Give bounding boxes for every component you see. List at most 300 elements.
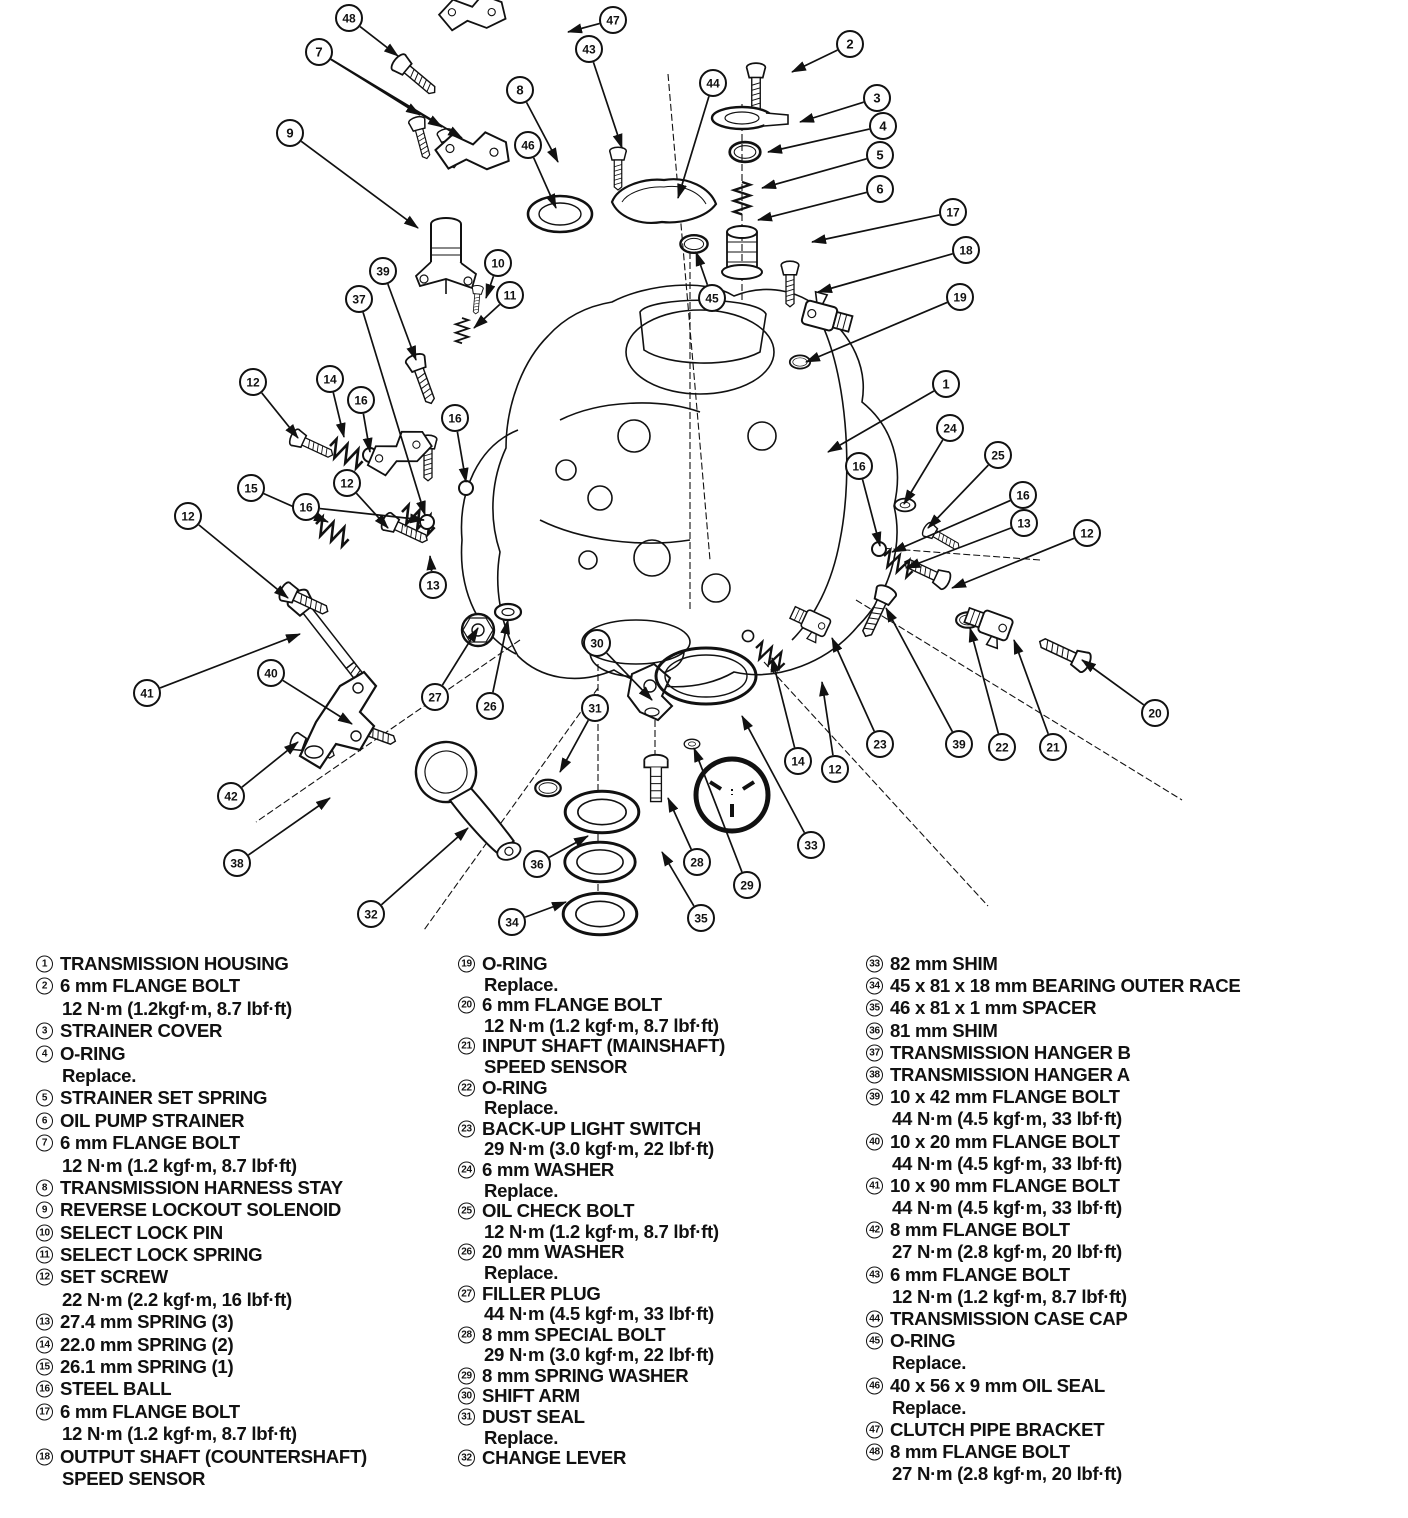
oring-part-icon — [730, 142, 761, 162]
parts-list-column-1 — [36, 953, 367, 1490]
part-name: O-RING — [890, 1330, 956, 1352]
part-name: TRANSMISSION HANGER A — [890, 1063, 1130, 1085]
callout-number: 16 — [354, 393, 368, 408]
part-number-badge: 12 — [36, 1269, 53, 1286]
callout-number: 11 — [503, 288, 517, 303]
callout-44 — [678, 70, 726, 198]
callout-number: 39 — [952, 737, 966, 752]
callout-number: 47 — [606, 13, 620, 28]
callout-18 — [818, 237, 979, 292]
part-list-item-20 — [458, 994, 725, 1015]
part-list-item-1 — [36, 953, 367, 975]
part-name: 6 mm FLANGE BOLT — [60, 1400, 240, 1422]
part-name: 22.0 mm SPRING (2) — [60, 1333, 234, 1355]
callout-number: 14 — [791, 754, 805, 769]
part-number-badge: 39 — [866, 1089, 883, 1106]
assembly-axis-line — [256, 640, 520, 822]
leader-line — [442, 628, 478, 685]
part-list-item-28 — [458, 1324, 725, 1345]
leader-line — [758, 192, 866, 220]
callout-39 — [370, 258, 416, 360]
callout-16 — [442, 405, 468, 482]
leader-line — [800, 102, 864, 122]
part-list-item-36 — [866, 1020, 1240, 1042]
leader-line — [360, 27, 398, 56]
part-name: STRAINER COVER — [60, 1020, 223, 1042]
plug-part-icon — [462, 614, 494, 646]
part-list-item-10 — [36, 1222, 367, 1244]
leader-line — [242, 742, 298, 787]
callout-21 — [1014, 640, 1066, 760]
part-name: SELECT LOCK PIN — [60, 1221, 223, 1243]
leader-line — [199, 525, 288, 598]
part-number-badge: 8 — [36, 1179, 53, 1196]
part-list-item-31 — [458, 1406, 725, 1427]
part-name: OUTPUT SHAFT (COUNTERSHAFT) — [60, 1445, 367, 1467]
part-list-item-40 — [866, 1131, 1240, 1153]
callout-13 — [420, 556, 446, 598]
parts-list-column-2 — [458, 953, 725, 1468]
part-name: DUST SEAL — [482, 1406, 585, 1428]
part-number-badge: 26 — [458, 1244, 475, 1261]
leader-line — [486, 276, 493, 298]
replace-note: Replace. — [484, 1097, 559, 1119]
part-list-item-6 — [36, 1110, 367, 1132]
torque-spec: 22 N·m (2.2 kgf·m, 16 lbf·ft) — [62, 1288, 292, 1310]
leader-line — [560, 720, 588, 772]
leader-line — [525, 902, 566, 917]
part-list-item-19 — [458, 953, 725, 974]
callout-number: 16 — [852, 459, 866, 474]
part-list-item-29 — [458, 1365, 725, 1386]
part-number-badge: 16 — [36, 1381, 53, 1398]
part-number-badge: 47 — [866, 1421, 883, 1438]
callout-number: 14 — [323, 372, 337, 387]
gasket-part-icon — [612, 179, 716, 223]
part-list-item-46 — [866, 1375, 1240, 1397]
solenoid-part-icon — [416, 218, 476, 294]
leader-line — [886, 608, 952, 732]
washer-part-icon — [684, 739, 700, 749]
part-list-item-18 — [36, 1446, 367, 1468]
part-list-item-8 — [36, 1177, 367, 1199]
part-name: 81 mm SHIM — [890, 1019, 998, 1041]
ball-part-icon — [459, 481, 473, 495]
callout-number: 6 — [876, 181, 884, 197]
part-list-item-27 — [458, 1283, 725, 1304]
leader-line — [818, 254, 953, 292]
part-name-line2: SPEED SENSOR — [62, 1467, 206, 1489]
callout-number: 26 — [483, 699, 497, 714]
lever-part-icon — [408, 729, 523, 880]
part-name: BACK-UP LIGHT SWITCH — [482, 1117, 701, 1139]
callout-number: 41 — [140, 686, 154, 701]
part-name: 82 mm SHIM — [890, 953, 998, 974]
part-number-badge: 44 — [866, 1311, 883, 1328]
part-number-badge: 11 — [36, 1247, 53, 1264]
part-number-badge: 2 — [36, 978, 53, 995]
bolt-part-icon — [389, 52, 441, 100]
callout-12 — [175, 503, 288, 598]
part-name: O-RING — [482, 953, 548, 974]
bolt-part-icon — [747, 63, 766, 111]
part-name: O-RING — [60, 1042, 126, 1064]
callout-7 — [306, 39, 462, 138]
callout-number: 39 — [376, 264, 390, 279]
part-list-item-4 — [36, 1043, 367, 1065]
part-list-item-32 — [458, 1447, 725, 1468]
part-name-line2: SPEED SENSOR — [484, 1055, 628, 1077]
part-list-item-15 — [36, 1356, 367, 1378]
part-name: CLUTCH PIPE BRACKET — [890, 1418, 1105, 1440]
replace-note: Replace. — [484, 1426, 559, 1448]
part-name: FILLER PLUG — [482, 1282, 601, 1304]
callout-12 — [334, 470, 388, 528]
callout-number: 2 — [846, 36, 854, 52]
part-name: 26.1 mm SPRING (1) — [60, 1356, 234, 1378]
callout-12 — [240, 369, 298, 438]
part-name: STRAINER SET SPRING — [60, 1087, 268, 1109]
part-number-badge: 9 — [36, 1202, 53, 1219]
part-name: INPUT SHAFT (MAINSHAFT) — [482, 1035, 726, 1057]
part-number-badge: 13 — [36, 1314, 53, 1331]
part-name: 6 mm FLANGE BOLT — [60, 1132, 240, 1154]
part-number-badge: 28 — [458, 1326, 475, 1343]
part-list-item-33 — [866, 953, 1240, 975]
part-list-item-5 — [36, 1087, 367, 1109]
part-name: STEEL BALL — [60, 1378, 172, 1400]
part-number-badge: 23 — [458, 1120, 475, 1137]
part-list-item-22 — [458, 1077, 725, 1098]
leader-line — [928, 465, 988, 528]
callout-47 — [568, 7, 626, 33]
leader-line — [952, 538, 1074, 588]
part-list-item-42 — [866, 1219, 1240, 1241]
part-name: OIL PUMP STRAINER — [60, 1109, 245, 1131]
callout-20 — [1082, 660, 1168, 726]
part-name: 6 mm FLANGE BOLT — [60, 975, 240, 997]
leader-line — [768, 129, 869, 152]
leader-line — [568, 24, 599, 32]
part-name: TRANSMISSION CASE CAP — [890, 1308, 1128, 1329]
callout-number: 33 — [804, 838, 818, 853]
part-number-badge: 38 — [866, 1066, 883, 1083]
spring-part-icon — [312, 516, 352, 548]
part-list-item-30 — [458, 1385, 725, 1406]
part-number-badge: 25 — [458, 1203, 475, 1220]
part-list-item-25 — [458, 1200, 725, 1221]
callout-number: 21 — [1046, 740, 1060, 755]
replace-note: Replace. — [892, 1352, 967, 1374]
callout-45 — [696, 252, 725, 311]
leader-line — [668, 798, 691, 849]
spring-part-icon — [734, 182, 750, 214]
callout-number: 19 — [953, 290, 967, 305]
leader-line — [593, 62, 622, 148]
washer-part-icon — [495, 604, 521, 620]
part-name: 6 mm FLANGE BOLT — [890, 1263, 1070, 1285]
part-number-badge: 7 — [36, 1135, 53, 1152]
part-number-badge: 32 — [458, 1450, 475, 1467]
leader-line — [363, 414, 370, 452]
callout-32 — [358, 828, 468, 927]
part-name: TRANSMISSION HARNESS STAY — [60, 1176, 343, 1198]
washer-part-icon — [895, 499, 916, 512]
callout-number: 38 — [230, 856, 244, 871]
callout-number: 44 — [706, 76, 720, 91]
parts-list-column-3 — [866, 953, 1240, 1486]
part-name: SELECT LOCK SPRING — [60, 1244, 263, 1266]
replace-note: Replace. — [484, 1179, 559, 1201]
part-list-item-7 — [36, 1132, 367, 1154]
part-list-item-45 — [866, 1330, 1240, 1352]
replace-note: Replace. — [484, 973, 559, 995]
part-number-badge: 45 — [866, 1333, 883, 1350]
oring-part-icon — [535, 780, 561, 797]
callout-number: 12 — [246, 375, 260, 390]
part-number-badge: 14 — [36, 1336, 53, 1353]
part-number-badge: 27 — [458, 1285, 475, 1302]
hanger-part-icon — [300, 672, 376, 768]
part-number-badge: 48 — [866, 1444, 883, 1461]
part-name: 40 x 56 x 9 mm OIL SEAL — [890, 1374, 1105, 1396]
part-number-badge: 22 — [458, 1079, 475, 1096]
callout-22 — [970, 628, 1015, 760]
part-number-badge: 46 — [866, 1377, 883, 1394]
leader-line — [381, 828, 468, 905]
torque-spec: 44 N·m (4.5 kgf·m, 33 lbf·ft) — [892, 1197, 1122, 1219]
callout-number: 45 — [705, 291, 719, 306]
part-list-item-3 — [36, 1020, 367, 1042]
callout-number: 16 — [1016, 488, 1030, 503]
torque-spec: 44 N·m (4.5 kgf·m, 33 lbf·ft) — [892, 1152, 1122, 1174]
part-name: 46 x 81 x 1 mm SPACER — [890, 997, 1097, 1019]
callout-43 — [576, 36, 622, 148]
leader-line — [1014, 640, 1048, 734]
part-number-badge: 6 — [36, 1112, 53, 1129]
leader-line — [822, 682, 833, 755]
part-list-item-16 — [36, 1378, 367, 1400]
part-list-item-21 — [458, 1035, 725, 1056]
callout-number: 5 — [876, 147, 884, 163]
callout-number: 28 — [690, 855, 704, 870]
leader-line — [762, 159, 867, 188]
callout-31 — [560, 695, 608, 772]
callout-number: 25 — [991, 448, 1005, 463]
leader-line — [388, 284, 416, 360]
callout-14 — [772, 658, 811, 774]
part-list-item-13 — [36, 1311, 367, 1333]
torque-spec: 27 N·m (2.8 kgf·m, 20 lbf·ft) — [892, 1241, 1122, 1263]
callout-number: 48 — [342, 11, 356, 26]
part-list-item-2 — [36, 975, 367, 997]
torque-spec: 12 N·m (1.2kgf·m, 8.7 lbf·ft) — [62, 997, 292, 1019]
part-name: 20 mm WASHER — [482, 1241, 625, 1263]
callout-2 — [792, 31, 863, 72]
callout-number: 15 — [244, 481, 258, 496]
ball-part-icon — [420, 515, 434, 529]
callout-number: 32 — [364, 907, 378, 922]
leader-line — [696, 252, 707, 285]
torque-spec: 44 N·m (4.5 kgf·m, 33 lbf·ft) — [484, 1303, 714, 1325]
callout-number: 29 — [740, 878, 754, 893]
seal-part-icon — [563, 893, 637, 934]
oring-part-icon — [680, 235, 707, 253]
callout-number: 24 — [943, 421, 957, 436]
part-number-badge: 30 — [458, 1388, 475, 1405]
part-number-badge: 5 — [36, 1090, 53, 1107]
leader-line — [363, 312, 425, 515]
part-name: 8 mm SPECIAL BOLT — [482, 1323, 666, 1345]
part-number-badge: 41 — [866, 1177, 883, 1194]
part-list-item-14 — [36, 1334, 367, 1356]
callout-13 — [906, 510, 1037, 568]
replace-note: Replace. — [62, 1064, 137, 1086]
leader-line — [906, 528, 1011, 568]
callout-39 — [886, 608, 972, 757]
torque-spec: 29 N·m (3.0 kgf·m, 22 lbf·ft) — [484, 1344, 714, 1366]
part-list-item-11 — [36, 1244, 367, 1266]
part-list-item-35 — [866, 997, 1240, 1019]
callout-number: 1 — [942, 376, 950, 392]
part-number-badge: 40 — [866, 1133, 883, 1150]
callout-number: 27 — [428, 690, 442, 705]
part-list-item-23 — [458, 1118, 725, 1139]
assembly-axis-line — [856, 600, 1182, 800]
part-name: SET SCREW — [60, 1266, 168, 1288]
callout-number: 10 — [491, 256, 505, 271]
callout-number: 12 — [1080, 526, 1094, 541]
callout-14 — [317, 366, 344, 437]
part-number-badge: 20 — [458, 997, 475, 1014]
callout-number: 23 — [873, 737, 887, 752]
callout-number: 7 — [315, 44, 323, 60]
part-number-badge: 34 — [866, 978, 883, 995]
callout-number: 17 — [946, 205, 960, 220]
callout-number: 22 — [995, 740, 1009, 755]
part-list-item-12 — [36, 1266, 367, 1288]
part-number-badge: 36 — [866, 1022, 883, 1039]
part-number-badge: 43 — [866, 1266, 883, 1283]
part-list-item-34 — [866, 975, 1240, 997]
callout-16 — [348, 387, 374, 452]
callout-number: 36 — [530, 857, 544, 872]
callout-number: 12 — [828, 762, 842, 777]
part-number-badge: 37 — [866, 1044, 883, 1061]
part-name: CHANGE LEVER — [482, 1447, 627, 1469]
leader-line — [262, 393, 298, 438]
leader-line — [812, 215, 939, 242]
leader-line — [356, 493, 388, 528]
seal-part-icon — [565, 842, 635, 882]
part-name: 6 mm FLANGE BOLT — [482, 994, 662, 1016]
part-number-badge: 17 — [36, 1403, 53, 1420]
cover-part-icon — [712, 107, 788, 129]
leader-line — [430, 556, 432, 571]
torque-spec: 12 N·m (1.2 kgf·m, 8.7 lbf·ft) — [62, 1423, 297, 1445]
part-number-badge: 24 — [458, 1161, 475, 1178]
leader-line — [457, 432, 466, 482]
part-list-item-41 — [866, 1175, 1240, 1197]
part-name: TRANSMISSION HANGER B — [890, 1041, 1131, 1063]
part-number-badge: 33 — [866, 956, 883, 973]
callout-17 — [812, 199, 966, 242]
part-list-item-43 — [866, 1264, 1240, 1286]
callout-number: 35 — [694, 911, 708, 926]
leader-line — [301, 141, 418, 228]
part-number-badge: 29 — [458, 1367, 475, 1384]
callout-number: 31 — [588, 701, 602, 716]
part-name: 8 mm FLANGE BOLT — [890, 1219, 1070, 1241]
replace-note: Replace. — [484, 1261, 559, 1283]
bolt-part-icon — [408, 115, 435, 161]
callout-34 — [499, 902, 566, 935]
torque-spec: 12 N·m (1.2 kgf·m, 8.7 lbf·ft) — [484, 1014, 719, 1036]
callout-number: 20 — [1148, 706, 1162, 721]
callout-number: 42 — [224, 789, 238, 804]
part-list-item-44 — [866, 1308, 1240, 1330]
torque-spec: 12 N·m (1.2 kgf·m, 8.7 lbf·ft) — [62, 1154, 297, 1176]
leader-line — [904, 440, 943, 504]
leader-line — [248, 798, 330, 855]
callout-number: 16 — [299, 500, 313, 515]
part-name: 45 x 81 x 18 mm BEARING OUTER RACE — [890, 975, 1241, 997]
callout-16 — [293, 494, 424, 520]
replace-note: Replace. — [892, 1396, 967, 1418]
bolt-part-icon — [610, 147, 627, 190]
torque-spec: 27 N·m (2.8 kgf·m, 20 lbf·ft) — [892, 1463, 1122, 1485]
leader-line — [333, 393, 344, 437]
part-list-item-26 — [458, 1241, 725, 1262]
callout-27 — [422, 628, 478, 710]
callout-number: 18 — [959, 243, 973, 258]
bolt-part-icon — [1035, 632, 1093, 674]
transmission-housing-drawing — [461, 285, 897, 687]
part-list-item-39 — [866, 1086, 1240, 1108]
part-number-badge: 18 — [36, 1448, 53, 1465]
callout-number: 43 — [582, 42, 596, 57]
part-name: 10 x 42 mm FLANGE BOLT — [890, 1086, 1120, 1108]
leader-line — [792, 50, 837, 72]
callout-number: 9 — [286, 125, 294, 141]
bolt-part-icon — [404, 352, 440, 407]
callout-number: 8 — [516, 82, 524, 98]
part-number-badge: 35 — [866, 1000, 883, 1017]
callout-number: 3 — [873, 90, 881, 106]
callout-23 — [832, 638, 893, 757]
part-name: 27.4 mm SPRING (3) — [60, 1311, 234, 1333]
assembly-axis-line — [764, 662, 988, 906]
seal-part-icon — [528, 196, 592, 232]
part-number-badge: 3 — [36, 1023, 53, 1040]
part-list-item-9 — [36, 1199, 367, 1221]
part-name: O-RING — [482, 1076, 548, 1098]
callout-42 — [218, 742, 298, 809]
callout-number: 46 — [521, 138, 535, 153]
part-name: REVERSE LOCKOUT SOLENOID — [60, 1199, 342, 1221]
leader-line — [832, 638, 874, 731]
callout-38 — [224, 798, 330, 876]
bolt-part-icon — [901, 553, 953, 590]
part-list-item-48 — [866, 1441, 1240, 1463]
callout-number: 34 — [505, 915, 519, 930]
torque-spec: 44 N·m (4.5 kgf·m, 33 lbf·ft) — [892, 1108, 1122, 1130]
part-list-item-24 — [458, 1159, 725, 1180]
part-number-badge: 42 — [866, 1222, 883, 1239]
part-name: 8 mm FLANGE BOLT — [890, 1441, 1070, 1463]
callout-48 — [336, 5, 398, 56]
part-number-badge: 4 — [36, 1045, 53, 1062]
